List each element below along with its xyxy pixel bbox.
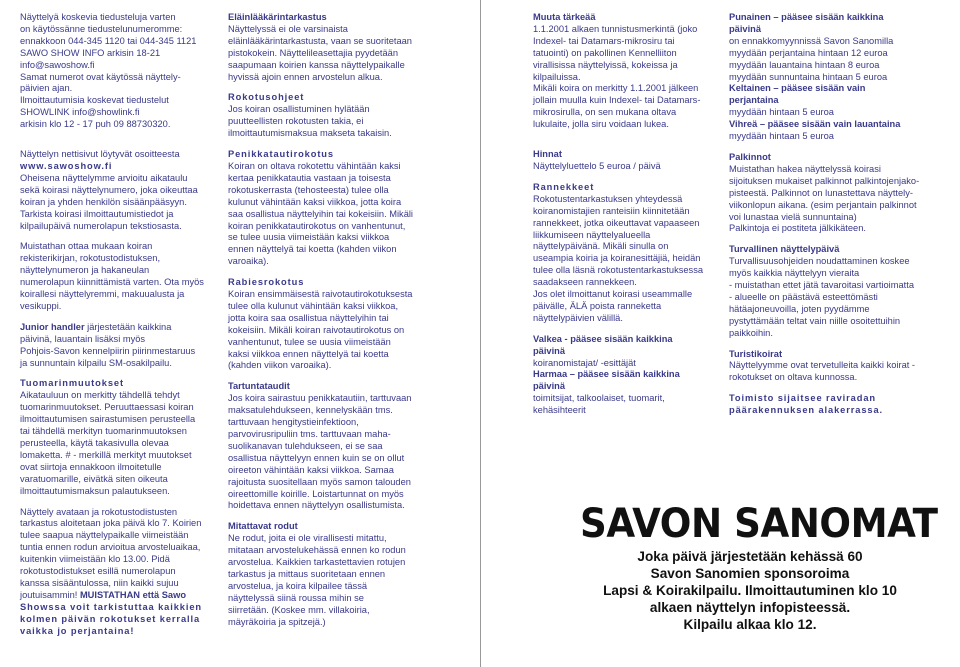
text-line: parvovirusripuliin tms. tarttuvaan maha- (228, 429, 391, 439)
text-line: kaksi viikkoa ennen näyttelyä tai koetta (228, 348, 389, 359)
text-line: sijoituksen mukaiset palkinnot palkintojenjako- (729, 175, 920, 186)
text-line: kanssa sisääntulossa, niin kaikki sujuu (20, 577, 179, 588)
promo-line: alkaen näyttelyn infopisteessä. (649, 600, 851, 615)
text-line: arvostelua, ja koira kilpailee tässä (228, 580, 368, 591)
text-line: myydään perjantaina hintaan 12 euroa (729, 47, 888, 58)
text-line: oireeton vähintään kaksi viikkoa. Samaa (228, 464, 394, 475)
promo-line: Kilpailu alkaa klo 12. (683, 617, 817, 632)
text-line: Näyttelyn nettisivut löytyvät osoitteesta (20, 149, 180, 160)
vet-inspection (228, 12, 450, 83)
text-line: tatuointi) on pakollinen Kennelliiton (533, 47, 677, 58)
text-line: varatuomarille, eivätkä siten oikeuta (20, 473, 168, 484)
prices (533, 149, 723, 173)
text-line: joutuisammin! (20, 589, 80, 600)
text-line: mitataan arvostelukehässä ennen ko rodun (228, 545, 406, 556)
wristband-red: päivinä (729, 23, 762, 34)
text-line: tuomarinmuutokset. Peruuttaessasi koiran (20, 402, 194, 413)
text-line: myydään lauantaina hintaan 8 euroa (729, 59, 880, 70)
wristband-white: Valkea - pääsee sisään kaikkina (533, 333, 673, 344)
other-important (533, 12, 723, 131)
text-line: ja sunnuntain kilpailu SM-osakilpailu. (20, 357, 172, 368)
text-line: osallistua näyttelyyn ennen kuin se on ollut (228, 452, 405, 463)
wristbands (533, 182, 723, 325)
text-line: pystyttämään teltat vain niille osoitettuihin (729, 315, 901, 326)
text-line: tarkastus aloitetaan joka päivä klo 7. Koirien (20, 518, 202, 529)
text-line: ilmoittautumismaksun palautukseen. (20, 485, 170, 496)
page-fold-divider (480, 0, 481, 667)
text-line: hätäajoneuvoilla, joten pyydämme (729, 303, 870, 314)
column-1 (20, 12, 216, 647)
text-line: hoidettava ennen näyttelyyn osallistumista. (228, 500, 405, 511)
text-line: Tarkista koirasi ilmoittautumistiedot ja (20, 208, 174, 219)
text-line: rokotuskerrasta (tehosteesta) tulee olla (228, 184, 389, 195)
section-heading: Muuta tärkeää (533, 12, 596, 22)
text-line: 1.1.2001 alkaen tunnistusmerkintä (joko (533, 23, 698, 34)
section-heading: Hinnat (533, 149, 562, 160)
text-line: Palkintoja ei postiteta jälkikäteen. (729, 223, 866, 234)
text-line: järjestetään kaikkina (84, 321, 172, 332)
text-line: koirallesi näyttelyremmi, makuualusta ja (20, 289, 185, 300)
text-line: tarttuvaan hengitystieinfektioon, (228, 417, 359, 428)
text-line: oireettomille koirille. Loistartunnat on myös (228, 488, 404, 499)
text-line: kokeisiin. Mikäli koiran raivotautirokotus on (228, 324, 405, 335)
text-line: siirretään. (Koskee mm. villakoiria, (228, 604, 370, 615)
text-line: viikonlopun aikana. (esim perjantain palkinnot (729, 199, 917, 210)
text-line: rokotukset on oltava kunnossa. (729, 372, 858, 383)
bring-items (20, 241, 216, 312)
text-line: ilmoittautumisen sairastumisen perusteella (20, 414, 196, 425)
text-line: Muistathan hakea näyttelyssä koirasi (729, 163, 881, 174)
emphasis-text: päärakennuksen alakerrassa. (729, 405, 884, 416)
text-line: Pohjois-Savon kennelpiirin piirinmestaruus (20, 345, 196, 356)
text-line: näyttelypäivänä. Mikäli sinulla on (533, 241, 669, 252)
text-line: myös kaikkia näyttelyyn vieraita (729, 268, 860, 279)
wristband-types (533, 334, 723, 417)
section-heading: Penikkatautirokotus (228, 149, 334, 160)
text-line: - muistathan ettet jätä tavaroitasi vartioimatta (729, 280, 914, 291)
text-line: kehäsihteerit (533, 405, 586, 416)
text-line: Samat numerot ovat käytössä näyttely- (20, 71, 181, 82)
text-line: voi lunastaa vielä sunnuntaina) (729, 211, 857, 222)
text-line: rannekkeet, jotka oikeuttavat vapaaseen (533, 217, 700, 228)
text-line: numerolapun kiinnittämistä varten. Ota myös (20, 277, 204, 288)
text-line: pistokokein. Näyttelileasettajia pyydetään (228, 47, 399, 58)
text-line: suolikanavan tulehdukseen, ei se saa (228, 440, 383, 451)
distemper-vaccination (228, 149, 450, 268)
text-line: myydään hintaan 5 euroa (729, 131, 834, 142)
text-line: kulunut vähintään kaksi viikkoa, jotta koira (228, 196, 402, 207)
text-line: rajoitusta suositellaan myös samon talouden (228, 476, 411, 487)
info-contacts (20, 12, 216, 131)
text-line: ovat siirtoja ennakkoon ilmoitetulle (20, 461, 162, 472)
text-line: mikrosirulla, on sen mukana oltava (533, 107, 677, 118)
text-line: Muistathan ottaa mukaan koiran (20, 241, 153, 252)
text-line: vanhentunut, tulee se uusia viimeistään (228, 336, 391, 347)
text-line: lukulaite, jolla siru voidaan lukea. (533, 119, 669, 130)
text-line: näyttelyssä siinä roussa mihin se (228, 592, 364, 603)
promo-block (600, 548, 900, 633)
column-4 (729, 12, 935, 426)
text-line: Koiran ensimmäisestä raivotautirokotuksesta (228, 289, 413, 300)
text-line: Oheisena näyttelymme arvioitu aikataulu (20, 172, 188, 183)
text-line: Rokotustentarkastuksen yhteydessä (533, 193, 683, 204)
website-link[interactable]: www.sawoshow.fi (20, 160, 113, 171)
wristband-red: Punainen – pääsee sisään kaikkina (729, 12, 884, 22)
vaccination-rules (228, 92, 450, 140)
text-line: arvostelua. Kaikkien tarkastettavien rotujen (228, 557, 406, 568)
section-heading: Eläinlääkärintarkastus (228, 12, 327, 22)
text-line: Mikäli koira on merkitty 1.1.2001 jälkeen (533, 83, 699, 94)
text-line: (kahden viikon varoaika). (228, 360, 332, 371)
savon-sanomat-logo (580, 500, 938, 548)
text-line: pisteestä. Palkinnot on lunastettava näyttely- (729, 187, 913, 198)
section-heading: Mitattavat rodut (228, 521, 298, 532)
text-line: rekisterikirjan, rokotustodistuksen, (20, 253, 161, 264)
text-line: Jos koiran osallistuminen hylätään (228, 104, 370, 115)
emphasis-text: Showssa voit tarkistuttaa kaikkien (20, 601, 202, 612)
text-line: Näyttelyluettelo 5 euroa / päivä (533, 160, 661, 171)
tourist-dogs (729, 349, 935, 385)
text-line: - alueelle on päästävä esteettömästi (729, 291, 878, 302)
rabies-vaccination (228, 277, 450, 372)
column-2 (228, 12, 450, 638)
text-line: SAWO SHOW INFO arkisin 18-21 (20, 47, 161, 58)
column-3 (533, 12, 723, 426)
text-line: saa osallistua näyttelyihin tai kokeisiin. Mikäli (228, 208, 413, 219)
text-line: Jos olet ilmoittanut koirasi useammalle (533, 289, 693, 300)
text-line: Ne rodut, joita ei ole virallisesti mitattu, (228, 533, 387, 544)
text-line: ilmoittautumismaksua makseta takaisin. (228, 128, 392, 139)
text-line: saapumaan koirien kanssa näyttelypaikalle (228, 59, 405, 70)
website-info (20, 149, 216, 232)
measured-breeds (228, 521, 450, 628)
section-heading: Rabiesrokotus (228, 277, 305, 288)
text-line: tarkastus ja mittaus suoritetaan ennen (228, 568, 386, 579)
text-line: virallisissa näyttelyissä, kokeissa ja (533, 59, 678, 70)
section-heading: Tartuntataudit (228, 381, 290, 392)
text-line: ennen näyttelyä tai koetta (kahden viikon (228, 244, 397, 255)
emphasis-text: kolmen päivän rokotukset kerralla (20, 613, 201, 624)
promo-line: Lapsi & Koirakilpailu. Ilmoittautuminen klo 10 (603, 583, 897, 598)
text-line: Näyttelyymme ovat tervetulleita kaikki koirat - (729, 360, 915, 371)
section-heading: Rannekkeet (533, 181, 595, 192)
text-line: on käytössänne tiedustelunumeromme: (20, 23, 183, 34)
wristband-white: päivinä (533, 345, 566, 356)
text-line: se tulee uusia viimeistään kaksi viikkoa (228, 232, 390, 243)
text-line: jotta koira saa osallistua näyttelyihin tai (228, 312, 389, 323)
wristband-yellow: Keltainen – pääsee sisään vain (729, 83, 866, 94)
office-location (729, 393, 935, 417)
text-line: jollain muulla kuin Indexel- tai Datamars- (533, 95, 701, 106)
text-line: Näyttelyä koskevia tiedusteluja varten (20, 12, 176, 22)
text-line: myydään sunnuntaina hintaan 5 euroa (729, 71, 888, 82)
text-line: päivien ajan. (20, 83, 73, 94)
text-line: koiran penikkatautirokotus on vanhentunut, (228, 220, 406, 231)
logo-text: SAVON SANOMAT (580, 501, 938, 547)
emphasis-text: Toimisto sijaitsee raviradan (729, 393, 876, 404)
text-line: lomaketta. # - merkillä merkityt muutokset (20, 449, 192, 460)
text-line: tulee saapua näyttelypaikalle viimeistään (20, 530, 189, 541)
section-heading: Turvallinen näyttelypäivä (729, 244, 840, 255)
text-line: myydään hintaan 5 euroa (729, 107, 834, 118)
section-heading: Rokotusohjeet (228, 92, 305, 103)
text-line: päivinä, lauantain lisäksi myös (20, 333, 146, 344)
text-line: Koiran on oltava rokotettu vähintään kaksi (228, 160, 401, 171)
text-line: Turvallisuusohjeiden noudattaminen koskee (729, 256, 910, 267)
text-line: Aikatauluun on merkitty tähdellä tehdyt (20, 390, 180, 401)
text-line: arkisin klo 12 - 17 puh 09 88730320. (20, 119, 171, 130)
wristband-green: Vihreä – pääsee sisään vain lauantaina (729, 119, 901, 130)
text-line: tuntia ennen rodun arvioitua arvosteluaikaa, (20, 542, 201, 553)
wristband-colors (729, 12, 935, 143)
text-line: Näyttely avataan ja rokotustodistusten (20, 506, 178, 517)
text-line: näyttelypäivien välillä. (533, 312, 623, 323)
text-line: puutteellisten rokotusten takia, ei (228, 116, 364, 127)
text-line: hyvissä ajoin ennen arvostelun alkua. (228, 71, 383, 82)
opening-times (20, 507, 216, 638)
emphasis-text: vaikka jo perjantaina! (20, 625, 135, 636)
prizes (729, 152, 935, 235)
text-line: kertaa penikkatautia vastaan ja toisesta (228, 172, 391, 183)
junior-handler-title: Junior handler (20, 321, 85, 332)
text-line: koiran ja yhden henkilön sisäänpääsyyn. (20, 196, 187, 207)
text-line: rokotustodistukset esillä numerolapun (20, 566, 176, 577)
safety (729, 244, 935, 339)
text-line: näyttelynumeron ja hakaneulan (20, 265, 150, 276)
text-line: koiranomistajat/ -esittäjät (533, 357, 636, 368)
text-line: toimitsijat, talkoolaiset, tuomarit, (533, 393, 665, 404)
text-line: vesikuppi. (20, 300, 62, 311)
text-line: eläinlääkärintarkastusta, vaan se suoritetaan (228, 35, 412, 46)
wristband-grey: Harmaa – pääsee sisään kaikkina (533, 369, 680, 380)
text-line: Indexel- tai Datamars-mikrosiru tai (533, 35, 675, 46)
wristband-grey: päivinä (533, 381, 566, 392)
judge-changes (20, 378, 216, 497)
text-line: mäyräkoiria ja spitzejä.) (228, 616, 326, 627)
text-line: Jos koira sairastuu penikkatautiin, tarttuvaan (228, 393, 412, 404)
section-heading: Palkinnot (729, 151, 771, 162)
text-line: varoaika). (228, 256, 269, 267)
junior-handler (20, 322, 216, 370)
text-line: kilpailuissa. (533, 71, 581, 82)
text-line: päivälle, ÄLÄ poista ranneketta (533, 300, 662, 311)
text-line: tulee olla kulunut vähintään kaksi viikkoa, (228, 300, 399, 311)
text-line: liikkumiseen näyttelyalueella (533, 229, 651, 240)
text-line: on ennakkomyynnissä Savon Sanomilla (729, 35, 894, 46)
promo-line: Savon Sanomien sponsoroima (650, 566, 850, 581)
infectious-diseases (228, 381, 450, 512)
showlink-email[interactable]: SHOWLINK info@showlink.fi (20, 107, 140, 118)
emphasis-text: MUISTATHAN että Sawo (79, 589, 186, 600)
text-line: tulee olla läsnä rokotustentarkastuksessa (533, 265, 704, 276)
text-line: Näyttelyssä ei ole varsinaista (228, 23, 348, 34)
text-line: Ilmoittautumisia koskevat tiedustelut (20, 95, 169, 106)
text-line: koiranomistajien ranteisiin kiinnitetään (533, 205, 690, 216)
email-link[interactable]: info@sawoshow.fi (20, 59, 95, 70)
text-line: saadakseen rannekkeen. (533, 277, 637, 288)
text-line: useampia koiria ja koiranesittäjiä, heidän (533, 253, 701, 264)
section-heading: Tuomarinmuutokset (20, 378, 124, 389)
text-line: maksatulehdukseen, kennelyskään tms. (228, 405, 393, 416)
promo-line: Joka päivä järjestetään kehässä 60 (637, 549, 863, 564)
text-line: perusteella, käytä takasivulla olevaa (20, 438, 169, 448)
text-line: tai tähdellä merkityn tuomarinmuutoksen (20, 426, 187, 437)
text-line: kilpailupäivä numerolapun tekstiosasta. (20, 220, 182, 231)
wristband-yellow: perjantaina (729, 95, 779, 106)
section-heading: Turistikoirat (729, 348, 783, 359)
text-line: kuitenkin viimeistään klo 13.00. Pidä (20, 554, 170, 565)
text-line: paikkoihin. (729, 327, 773, 338)
text-line: sekä koirasi näyttelynumero, joka oikeuttaa (20, 184, 198, 195)
phone-numbers: ennakkoon 044-345 1120 tai 044-345 1121 (20, 35, 197, 46)
